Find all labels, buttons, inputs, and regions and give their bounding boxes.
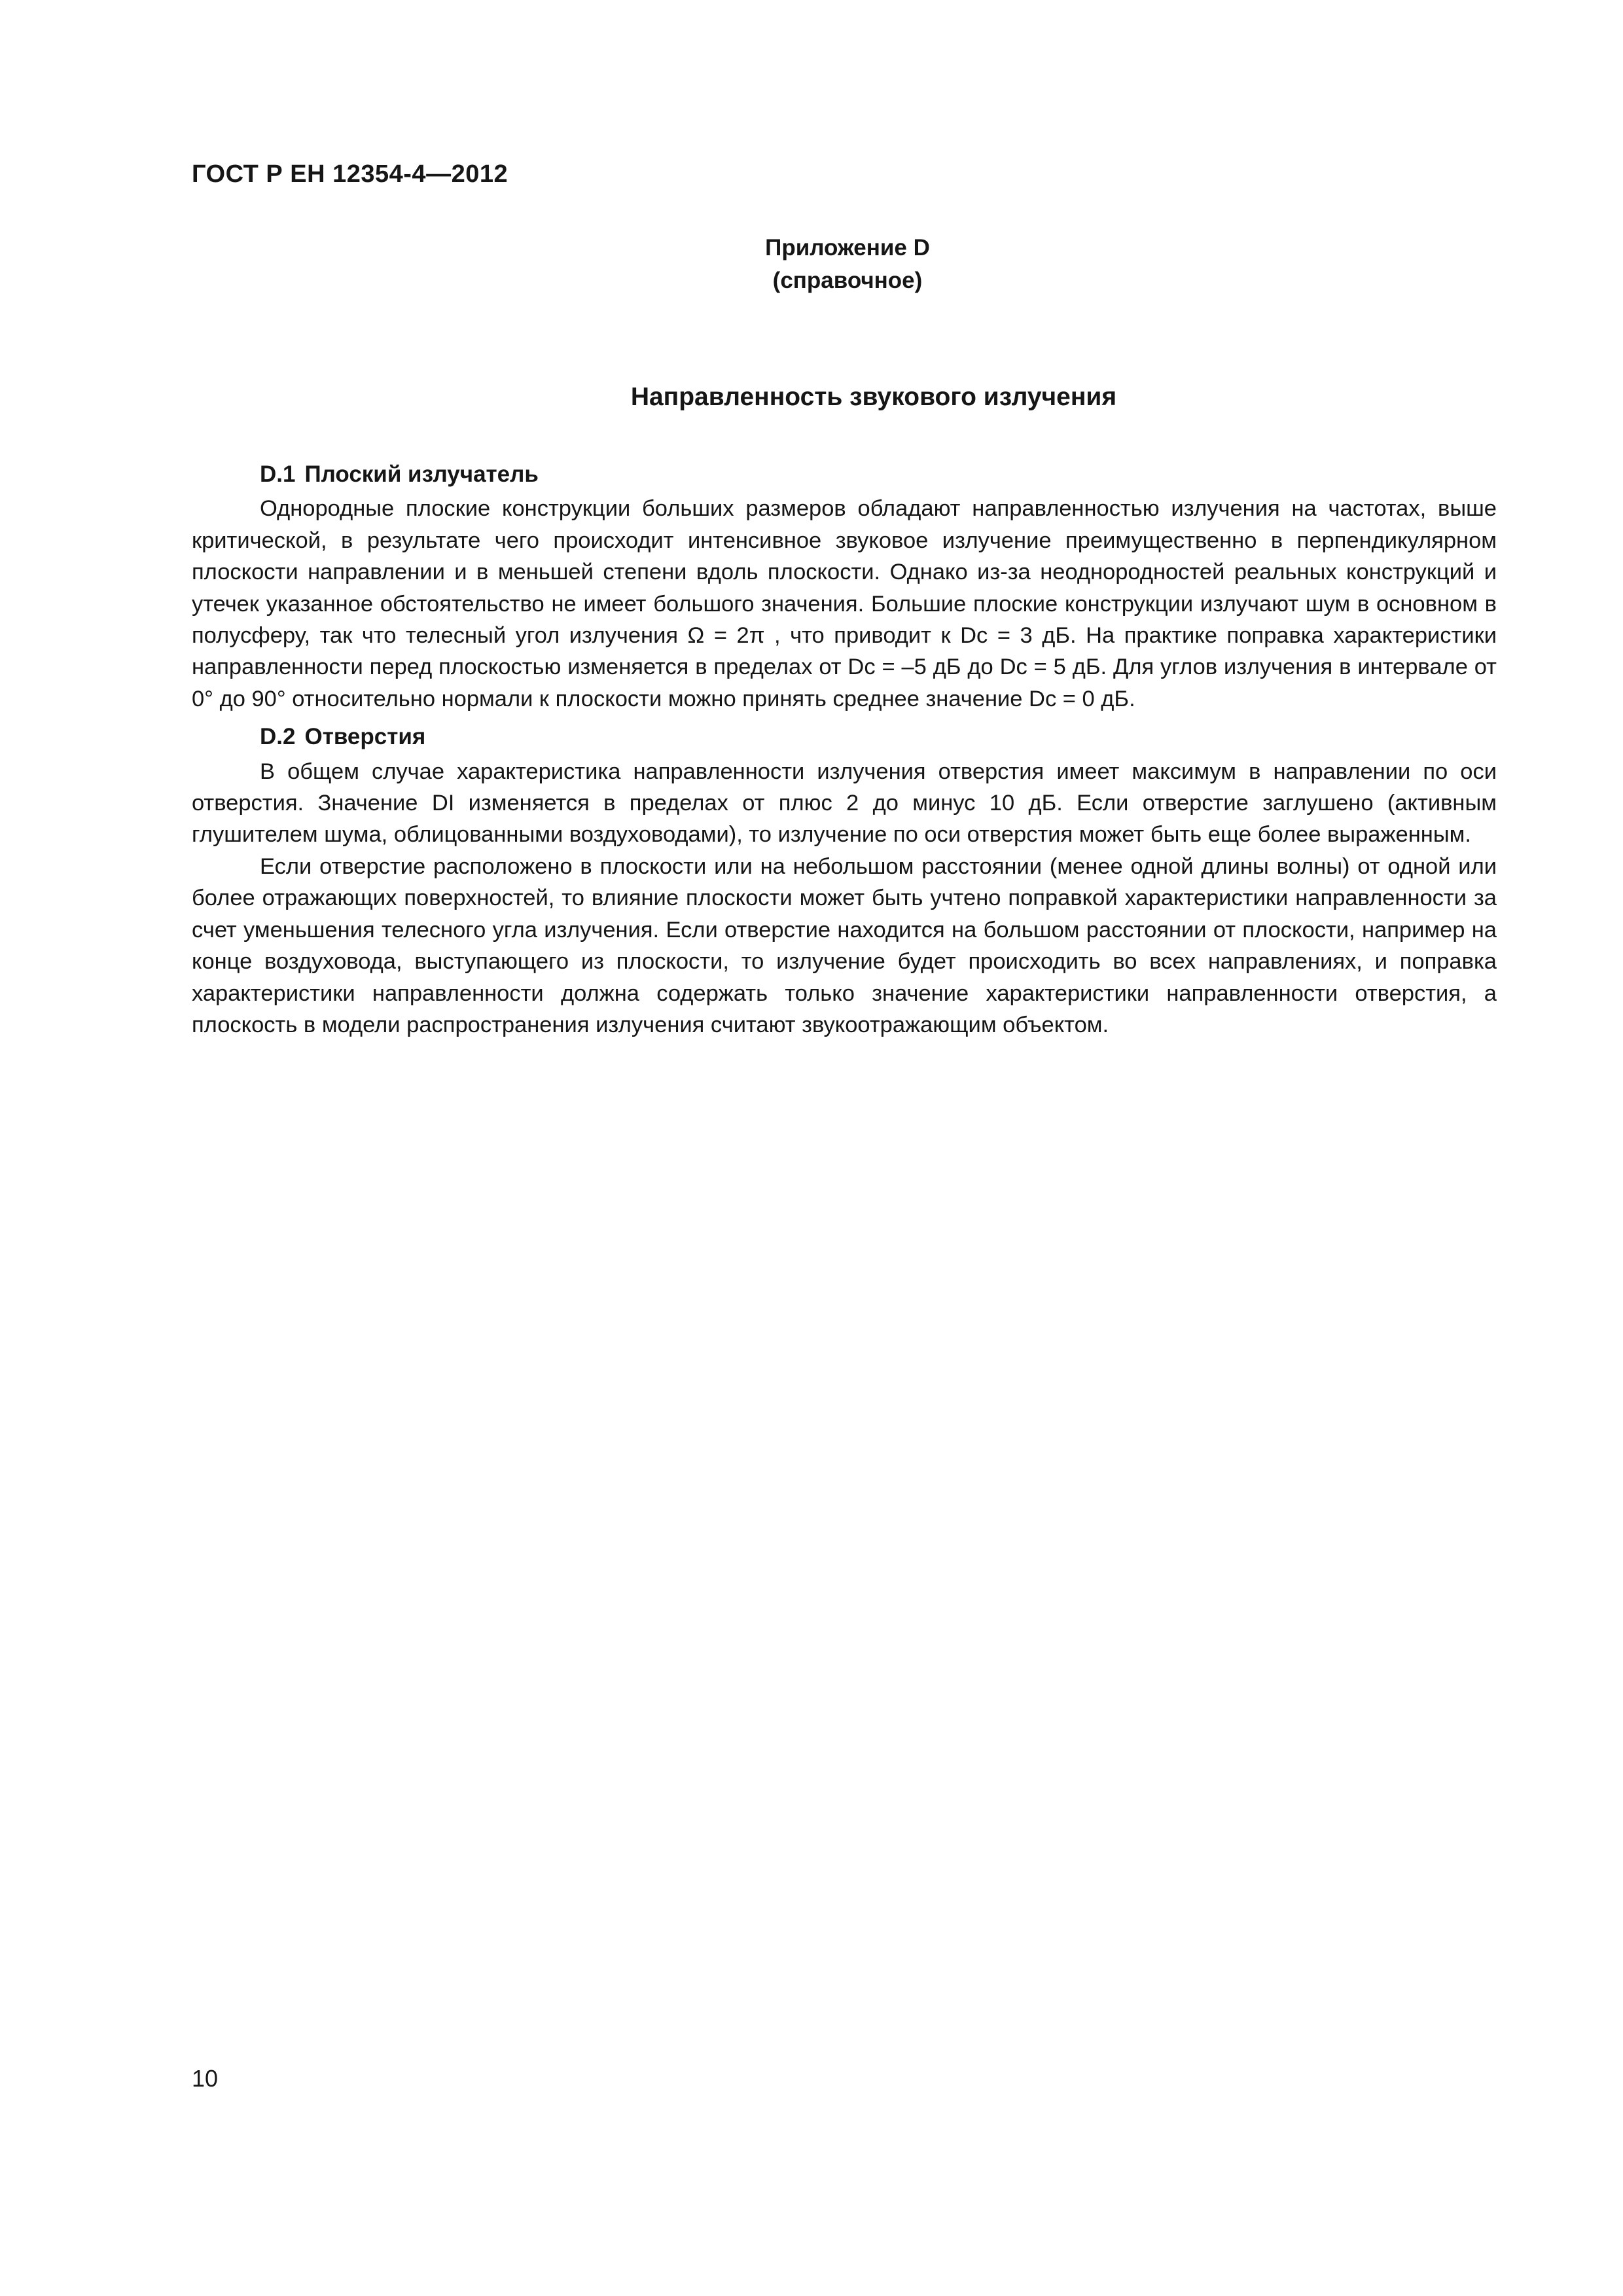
section-title: Отверстия [304,724,426,750]
appendix-label: Приложение D [765,235,930,260]
section-title: Плоский излучатель [304,461,539,487]
appendix-block [746,232,949,297]
section-heading [192,721,1497,753]
standard-code: ГОСТ Р ЕН 12354-4—2012 [192,160,508,188]
paragraph: В общем случае характеристика направленности излучения отверстия имеет максимум в направлении по оси отверстия. Значение DI изменяется в пределах от плюс 2 до минус 10 дБ. Если отверстие заглушено (активным глушителем шума, облицованными воздуховодами), то излучение по оси отверстия может быть еще более выраженным. [192,759,1497,848]
section-number: D.1 [260,461,296,487]
paragraph: Если отверстие расположено в плоскости или на небольшом расстоянии (менее одной длины волны) от одной или более отражающих поверхностей, то влияние плоскости может быть учтено поправкой характеристики направленности за счет уменьшения телесного угла излучения. Если отверстие находится на большом расстоянии от плоскости, например на конце воздуховода, выступающего из плоскости, то излучение будет происходить во всех направлениях, и поправка характеристики направленности должна содержать только значение характеристики направленности отверстия, а плоскость в модели распространения излучения считают звукоотражающим объектом. [192,853,1497,1037]
appendix-title: Направленность звукового излучения [630,383,1117,411]
document-body [192,459,1497,1041]
section-number: D.2 [260,724,296,750]
page-number: 10 [192,2065,219,2092]
appendix-status: (справочное) [772,268,923,293]
paragraph: Однородные плоские конструкции больших размеров обладают направленностью излучения на частотах, выше критической, в результате чего происходит интенсивное звуковое излучение преимущественно в перпендикулярном плоскости направлении и в меньшей степени вдоль плоскости. Однако из-за неоднородностей реальных конструкций и утечек указанное обстоятельство не имеет большого значения. Большие плоские конструкции излучают шум в основном в полусферу, так что телесный угол излучения Ω = 2π , что приводит к Dc = 3 дБ. На практике поправка характеристики направленности перед плоскостью изменяется в пределах от Dc = –5 дБ до Dc = 5 дБ. Для углов излучения в интервале от 0° до 90° относительно нормали к плоскости можно принять среднее значение Dc = 0 дБ. [192,496,1497,711]
section-flat-radiator [192,459,1497,715]
section-heading [192,459,1497,490]
section-openings [192,721,1497,1041]
